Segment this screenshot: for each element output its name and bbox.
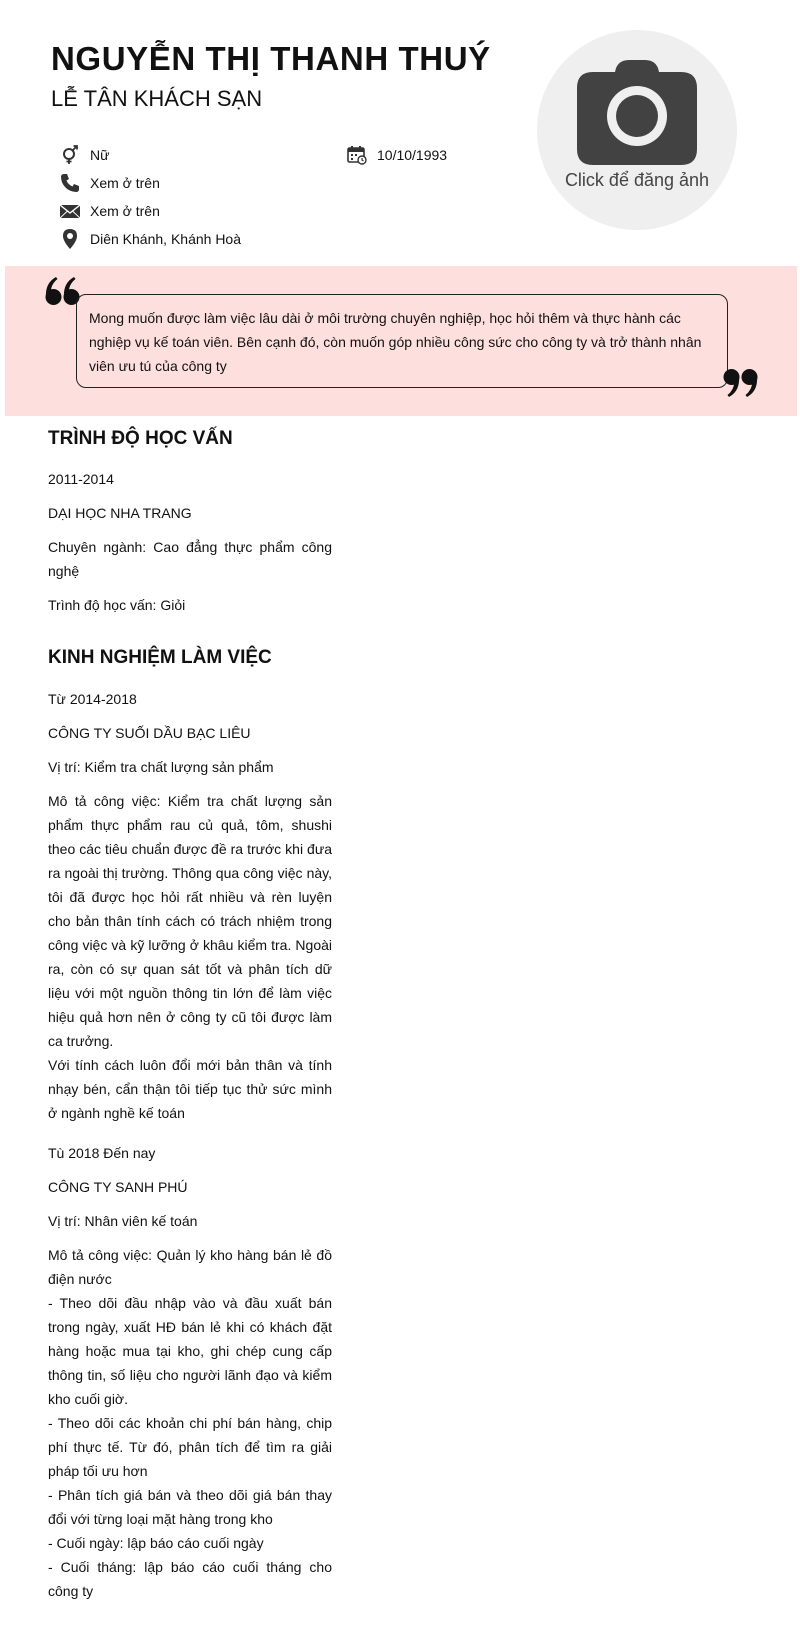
photo-caption: Click để đăng ảnh [564,170,710,190]
dob-value: 10/10/1993 [377,147,448,163]
job-company: CÔNG TY SANH PHÚ [48,1179,188,1195]
job-company: CÔNG TY SUỐI DẦU BẠC LIÊU [48,725,251,741]
job-duty-item: - Theo dõi các khoản chi phí bán hàng, chip phí thực tế. Từ đó, phân tích để tìm ra giải pháp tối ưu hơn [48,1415,332,1479]
job-position: Vị trí: Kiểm tra chất lượng sản phẩm [48,759,274,775]
phone-value: Xem ở trên [90,175,160,191]
education-heading: TRÌNH ĐỘ HỌC VẤN [48,428,233,449]
gender-icon [60,145,80,165]
phone-icon [60,173,80,193]
job-duty-item: - Cuối ngày: lập báo cáo cuối ngày [48,1535,264,1551]
camera-icon [577,60,697,165]
education-level: Trình độ học vấn: Giỏi [48,597,186,613]
job-position: Vị trí: Nhân viên kế toán [48,1213,198,1229]
job-duty-item: - Theo dõi đầu nhập vào và đầu xuất bán trong ngày, xuất HĐ bán lẻ khi có khách đặt hàng hoặc mua tại kho, ghi chép cung cấp thông tin, số liệu cho người lãnh đạo và kiểm kho cuối giờ. [48,1295,332,1407]
envelope-icon [60,201,80,221]
email-value: Xem ở trên [90,203,160,219]
education-school: DẠI HỌC NHA TRANG [48,505,192,521]
candidate-name: NGUYỄN THỊ THANH THUÝ [51,40,491,77]
education-major: Chuyên ngành: Cao đẳng thực phẩm công nghệ [48,539,332,579]
job-duty-item: - Cuối tháng: lập báo cáo cuối tháng cho công ty [48,1559,332,1599]
address-value: Diên Khánh, Khánh Hoà [90,231,241,247]
job-description-extra: Với tính cách luôn đổi mới bản thân và tính nhạy bén, cẩn thận tôi tiếp tục thử sức mình ở ngành nghề kế toán [48,1057,332,1121]
job-title: LỄ TÂN KHÁCH SẠN [51,86,263,111]
job-duty-item: - Phân tích giá bán và theo dõi giá bán thay đổi với từng loại mặt hàng trong kho [48,1487,332,1527]
photo-upload[interactable] [537,30,737,230]
education-period: 2011-2014 [48,471,114,487]
job-description: Mô tả công việc: Kiểm tra chất lượng sản phẩm thực phẩm rau củ quả, tôm, shushi theo các tiêu chuẩn được đề ra trước khi đưa ra ngoài thị trường. Thông qua công việc này, tôi đã được học hỏi rất nhiều và rèn luyện cho bản thân tính cách có trách nhiệm trong công việc và kỹ lưỡng ở khâu kiểm tra. Ngoài ra, còn có sự quan sát tốt và phân tích dữ liệu với một nguồn thông tin lớn để làm việc hiệu quả hơn nên ở công ty cũ tôi được làm ca trưởng. [48,793,332,1049]
calendar-icon [347,145,367,165]
location-pin-icon [60,229,80,249]
job-description: Mô tả công việc: Quản lý kho hàng bán lẻ đồ điện nước [48,1247,332,1287]
experience-heading: KINH NGHIỆM LÀM VIỆC [48,647,272,668]
close-quote-icon [722,366,758,398]
job-period: Tù 2018 Đến nay [48,1145,156,1161]
gender-value: Nữ [90,147,110,163]
job-period: Từ 2014-2018 [48,691,137,707]
objective-text: Mong muốn được làm việc lâu dài ở môi trường chuyên nghiệp, học hỏi thêm và thực hành các nghiệp vụ kế toán viên. Bên cạnh đó, còn muốn góp nhiều công sức cho công ty và trở thành nhân viên ưu tú của công ty [76,294,728,388]
